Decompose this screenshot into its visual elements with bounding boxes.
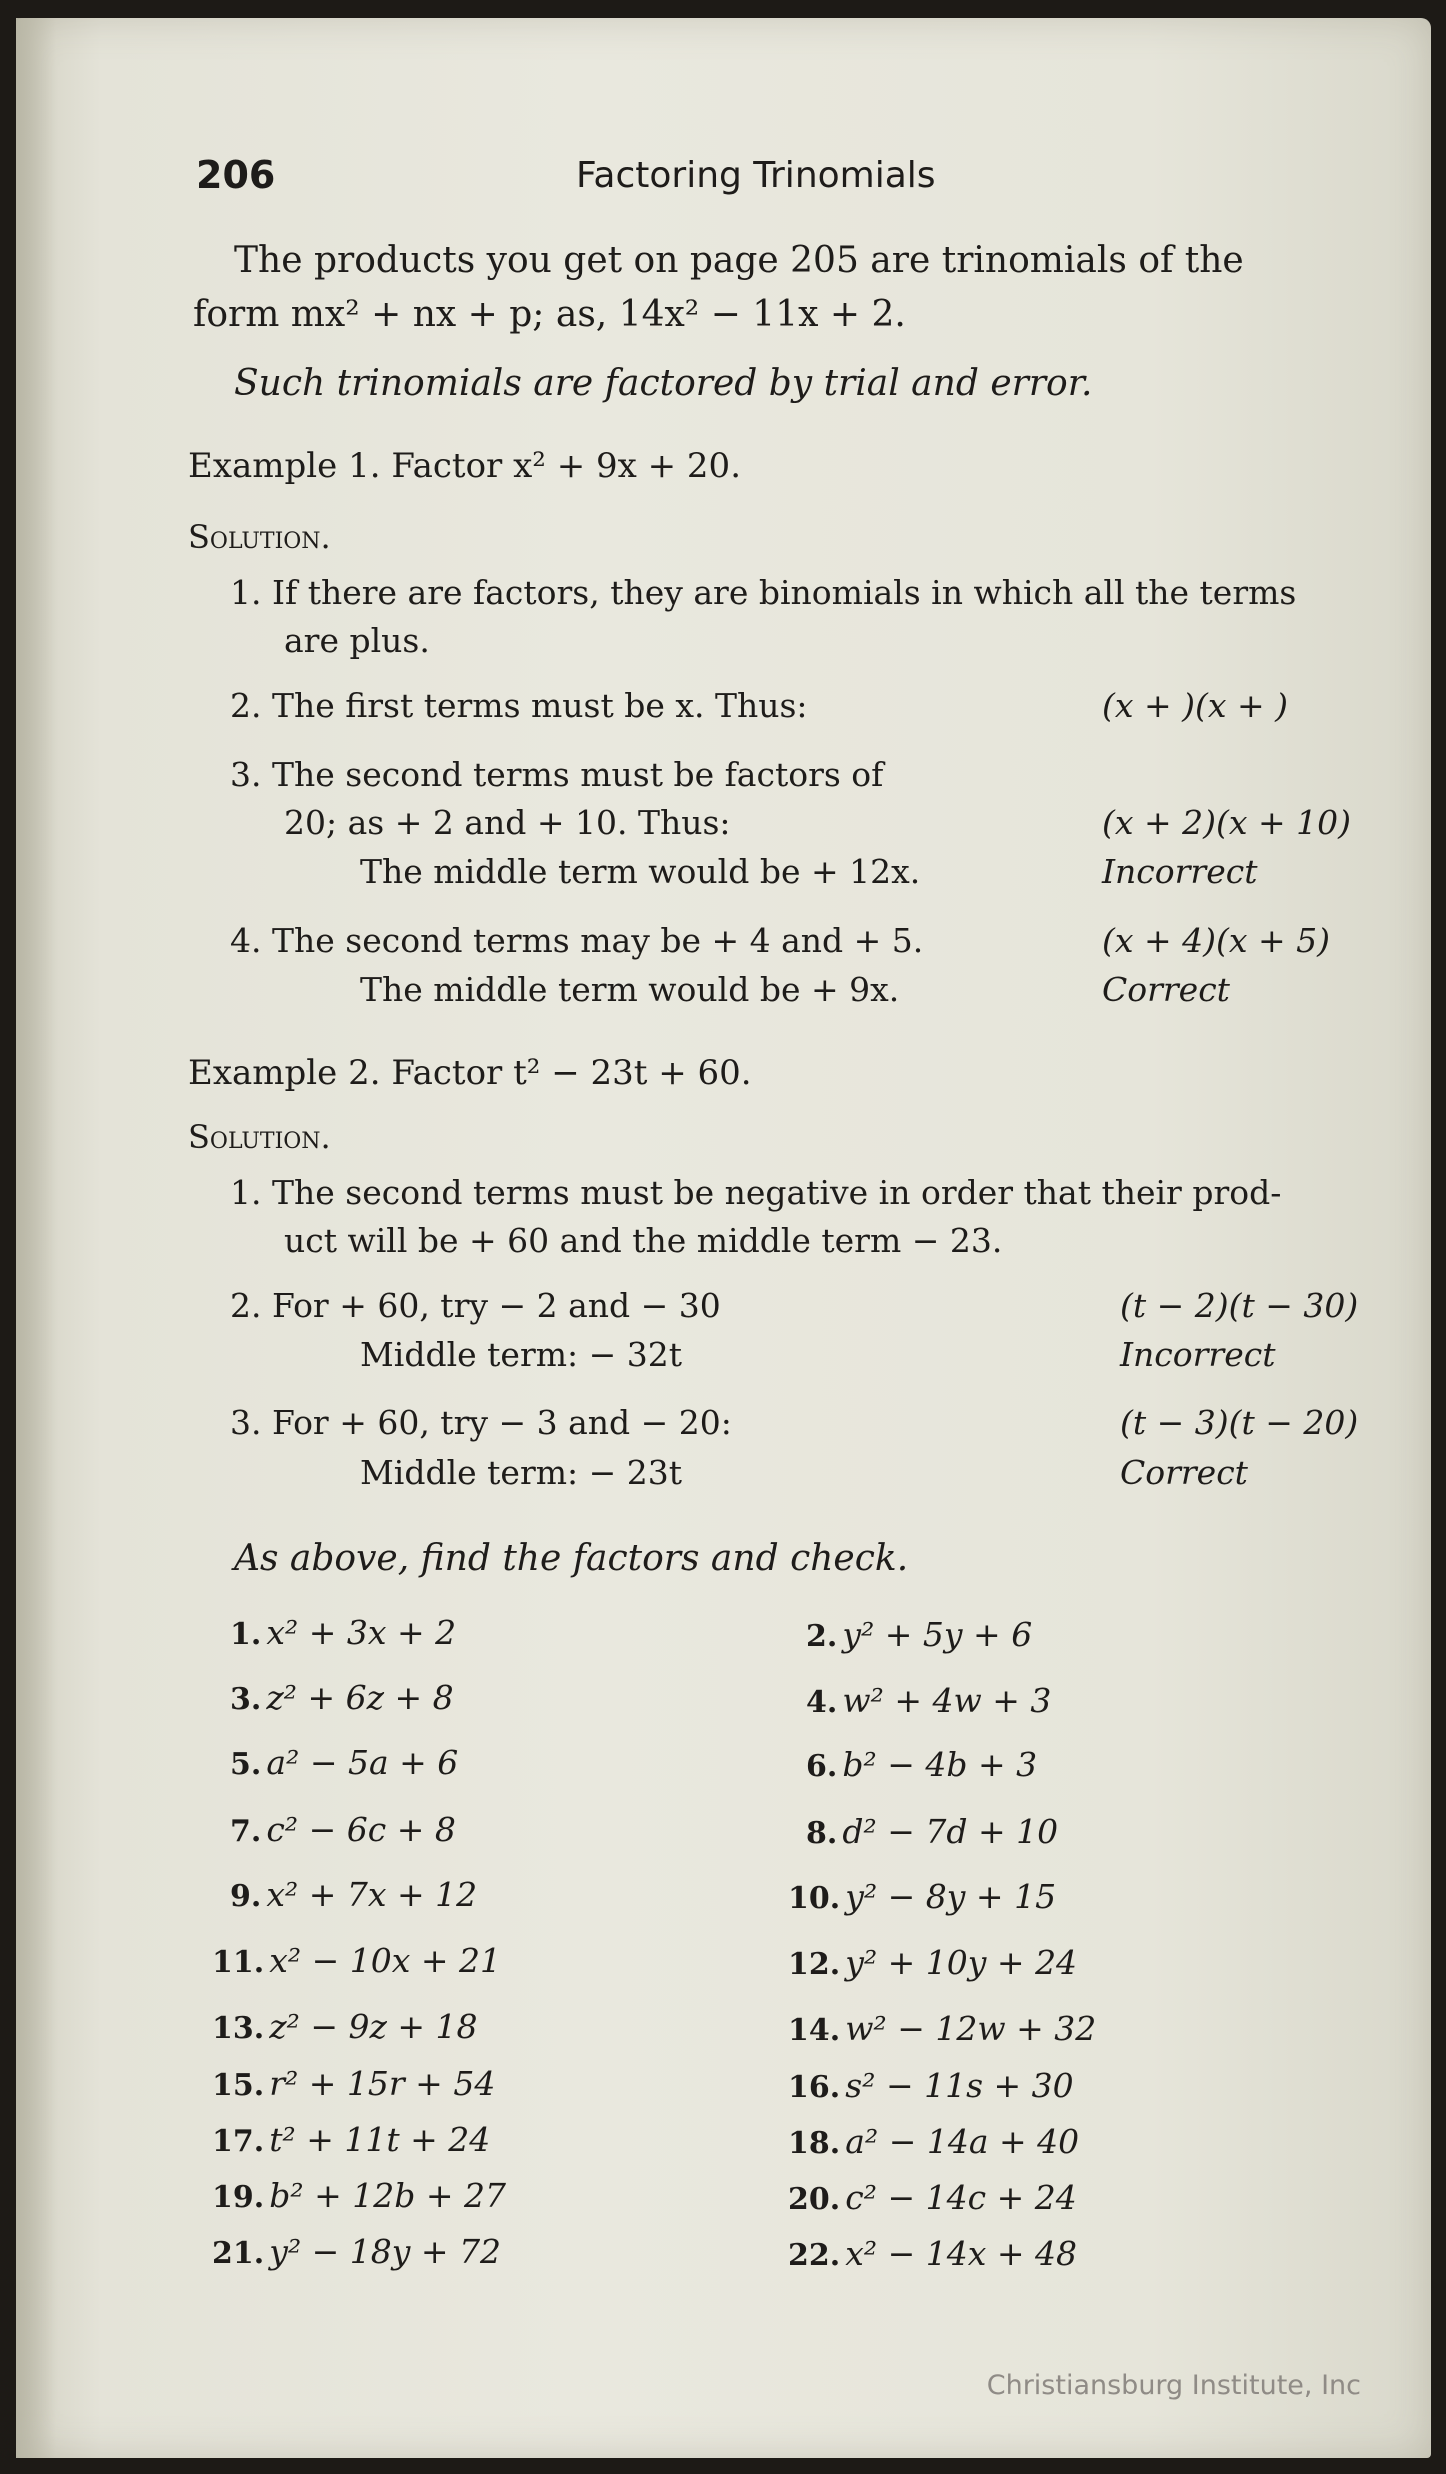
exercise-expression: z² + 6z + 8: [266, 1678, 454, 1717]
exercise-expression: x² + 3x + 2: [266, 1613, 457, 1652]
example-2-step-3-line-b: Middle term: − 23t: [360, 1453, 683, 1492]
exercise-expression: z² − 9z + 18: [269, 2007, 478, 2046]
exercise-item: [806, 1745, 1037, 1784]
exercise-number: 14.: [788, 2013, 841, 2048]
exercise-number: 16.: [788, 2070, 841, 2105]
exercise-item: [788, 2234, 1077, 2273]
page-gutter-shadow: [16, 18, 56, 2458]
intro-line-1: The products you get on page 205 are trinomials of the: [234, 240, 1244, 281]
exercise-item: [212, 2232, 501, 2271]
page-number: 206: [196, 153, 276, 197]
exercise-number: 21.: [212, 2236, 265, 2271]
example-1-step-1-line-b: are plus.: [284, 621, 430, 660]
example-2-step-2-line-a: 2. For + 60, try − 2 and − 30: [230, 1286, 721, 1325]
exercise-expression: c² − 14c + 24: [845, 2178, 1077, 2217]
example-2-step-3-line-a: 3. For + 60, try − 3 and − 20:: [230, 1403, 732, 1442]
exercise-number: 10.: [788, 1881, 841, 1916]
example-2-step-2-factors: (t − 2)(t − 30): [1120, 1286, 1359, 1325]
example-1-solution-label: Solution.: [188, 518, 331, 556]
exercise-number: 6.: [806, 1749, 838, 1784]
exercise-item: [806, 1812, 1058, 1851]
example-2-step-3-factors: (t − 3)(t − 20): [1120, 1403, 1359, 1442]
exercise-expression: b² − 4b + 3: [842, 1745, 1038, 1784]
exercise-item: [212, 2064, 495, 2103]
exercise-item: [788, 2009, 1096, 2048]
exercise-number: 17.: [212, 2124, 265, 2159]
example-1-step-3-line-a: 3. The second terms must be factors of: [230, 755, 884, 794]
example-1-step-4-factors: (x + 4)(x + 5): [1102, 921, 1330, 960]
exercise-number: 19.: [212, 2180, 265, 2215]
example-1-step-3-factors: (x + 2)(x + 10): [1102, 803, 1351, 842]
exercise-item: [788, 2066, 1074, 2105]
book-page: [16, 18, 1431, 2458]
exercise-expression: d² − 7d + 10: [842, 1812, 1059, 1851]
exercise-expression: c² − 6c + 8: [266, 1810, 456, 1849]
exercise-number: 15.: [212, 2068, 265, 2103]
exercise-expression: w² − 12w + 32: [845, 2009, 1097, 2048]
exercise-expression: r² + 15r + 54: [269, 2064, 496, 2103]
exercise-item: [788, 1877, 1056, 1916]
exercise-expression: x² + 7x + 12: [266, 1875, 478, 1914]
exercise-expression: a² − 5a + 6: [266, 1743, 459, 1782]
exercise-number: 7.: [230, 1814, 262, 1849]
exercise-item: [230, 1613, 456, 1652]
exercise-number: 18.: [788, 2126, 841, 2161]
exercise-item: [212, 2120, 490, 2159]
exercise-item: [788, 2178, 1077, 2217]
intro-italic-note: Such trinomials are factored by trial and error.: [234, 363, 1093, 404]
example-1-step-3-line-c: The middle term would be + 12x.: [360, 852, 921, 891]
example-2-step-2-line-b: Middle term: − 32t: [360, 1335, 683, 1374]
exercise-number: 3.: [230, 1682, 262, 1717]
exercise-expression: x² − 14x + 48: [845, 2234, 1077, 2273]
example-2-solution-label: Solution.: [188, 1118, 331, 1156]
exercise-expression: y² + 10y + 24: [845, 1943, 1078, 1982]
example-1-step-2-line-a: 2. The first terms must be x. Thus:: [230, 686, 808, 725]
exercise-number: 9.: [230, 1879, 262, 1914]
watermark: Christiansburg Institute, Inc: [986, 2370, 1361, 2401]
example-1-heading: Example 1. Factor x² + 9x + 20.: [188, 446, 741, 486]
exercise-number: 12.: [788, 1947, 841, 1982]
example-2-step-1-line-b: uct will be + 60 and the middle term − 23.: [284, 1221, 1003, 1260]
exercise-expression: x² − 10x + 21: [269, 1941, 501, 1980]
exercise-number: 22.: [788, 2238, 841, 2273]
exercise-expression: y² − 18y + 72: [269, 2232, 502, 2271]
exercise-expression: s² − 11s + 30: [845, 2066, 1074, 2105]
example-2-step-2-verdict: Incorrect: [1120, 1335, 1276, 1374]
example-1-step-3-line-b: 20; as + 2 and + 10. Thus:: [284, 803, 731, 842]
exercise-number: 5.: [230, 1747, 262, 1782]
exercise-expression: w² + 4w + 3: [842, 1681, 1052, 1720]
exercise-expression: b² + 12b + 27: [269, 2176, 507, 2215]
exercise-expression: a² − 14a + 40: [845, 2122, 1080, 2161]
page-title: Factoring Trinomials: [576, 155, 936, 196]
example-1-step-2-form: (x + )(x + ): [1102, 686, 1288, 725]
example-2-step-3-verdict: Correct: [1120, 1453, 1248, 1492]
exercise-item: [230, 1875, 477, 1914]
example-1-step-3-verdict: Incorrect: [1102, 852, 1258, 891]
exercise-item: [788, 2122, 1079, 2161]
exercise-number: 20.: [788, 2182, 841, 2217]
exercise-expression: t² + 11t + 24: [269, 2120, 491, 2159]
exercise-expression: y² + 5y + 6: [842, 1615, 1033, 1654]
intro-line-2: form mx² + nx + p; as, 14x² − 11x + 2.: [193, 294, 906, 335]
exercise-item: [212, 1941, 501, 1980]
exercise-item: [806, 1615, 1032, 1654]
example-1-step-4-line-a: 4. The second terms may be + 4 and + 5.: [230, 921, 924, 960]
exercise-number: 8.: [806, 1816, 838, 1851]
exercise-instruction: As above, find the factors and check.: [234, 1538, 909, 1579]
example-1-step-4-line-b: The middle term would be + 9x.: [360, 970, 900, 1009]
example-1-step-4-verdict: Correct: [1102, 970, 1230, 1009]
exercise-expression: y² − 8y + 15: [845, 1877, 1057, 1916]
exercise-item: [230, 1810, 456, 1849]
exercise-number: 1.: [230, 1617, 262, 1652]
exercise-item: [212, 2007, 478, 2046]
exercise-item: [230, 1678, 454, 1717]
example-2-step-1-line-a: 1. The second terms must be negative in order that their prod-: [230, 1173, 1282, 1212]
exercise-number: 13.: [212, 2011, 265, 2046]
example-1-step-1-line-a: 1. If there are factors, they are binomials in which all the terms: [230, 573, 1297, 612]
example-2-heading: Example 2. Factor t² − 23t + 60.: [188, 1053, 752, 1093]
exercise-number: 2.: [806, 1619, 838, 1654]
exercise-item: [230, 1743, 458, 1782]
exercise-item: [788, 1943, 1077, 1982]
exercise-item: [806, 1681, 1051, 1720]
exercise-number: 11.: [212, 1945, 265, 1980]
exercise-item: [212, 2176, 506, 2215]
exercise-number: 4.: [806, 1685, 838, 1720]
